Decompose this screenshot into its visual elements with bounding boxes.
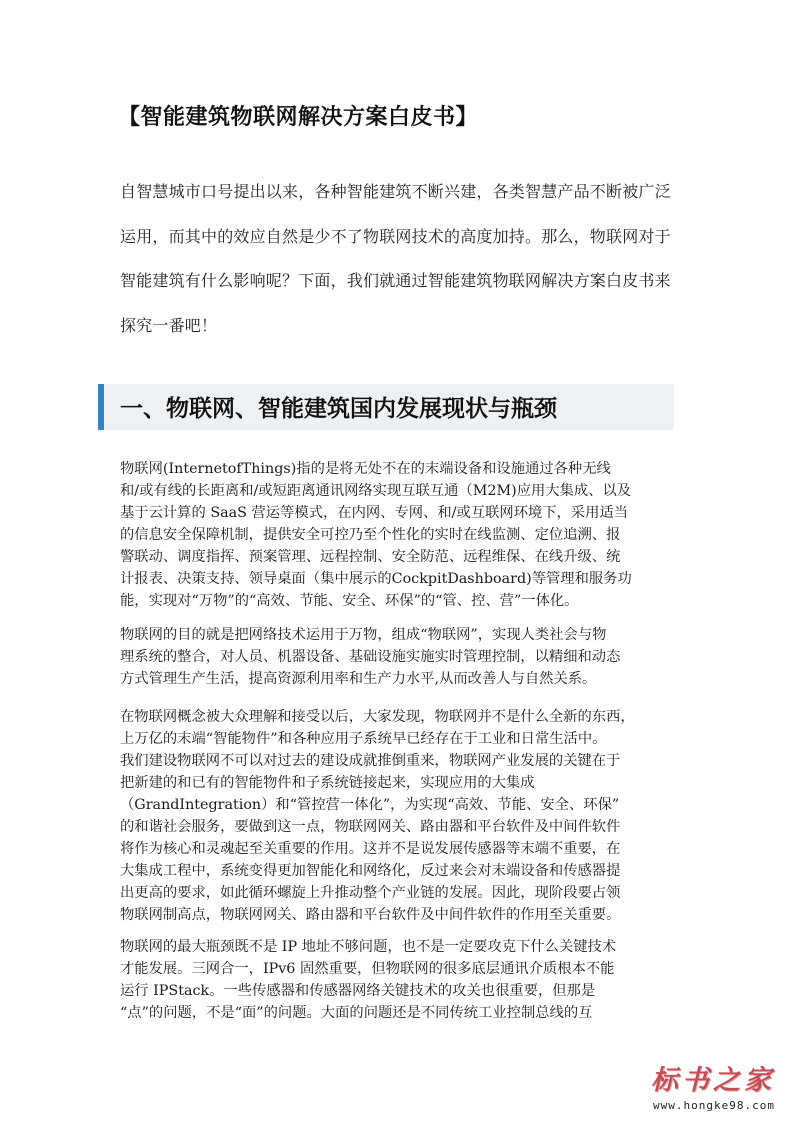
watermark xyxy=(651,1058,775,1112)
watermark-logo: 标书之家 xyxy=(651,1065,775,1096)
text-line: 理系统的整合，对人员、机器设备、基础设施实施实时管理控制，以精细和动态 xyxy=(120,649,621,665)
text-line: 警联动、调度指挥、预案管理、远程控制、安全防范、远程维保、在线升级、统 xyxy=(120,549,621,565)
body-paragraph-1 xyxy=(120,458,676,612)
text-line: 方式管理生产生活，提高资源利用率和生产力水平,从而改善人与自然关系。 xyxy=(120,671,597,687)
section-heading: 一、物联网、智能建筑国内发展现状与瓶颈 xyxy=(120,396,557,422)
text-line: 的和谐社会服务，要做到这一点，物联网网关、路由器和平台软件及中间件软件 xyxy=(120,819,621,835)
watermark-url: www.hongke98.com xyxy=(653,1099,775,1112)
text-line: （GrandIntegration）和“管控营一体化”，为实现“高效、节能、安全、环保” xyxy=(120,797,620,813)
text-line: 出更高的要求，如此循环螺旋上升推动整个产业链的发展。因此，现阶段要占领 xyxy=(120,885,621,901)
intro-paragraph: 自智慧城市口号提出以来，各种智能建筑不断兴建，各类智慧产品不断被广泛运用，而其中的效应自然是少不了物联网技术的高度加持。那么，物联网对于智能建筑有什么影响呢？下面，我们就通过智能建筑物联网解决方案白皮书来探究一番吧！ xyxy=(120,182,671,335)
text-line: 大集成工程中，系统变得更加智能化和网络化，反过来会对末端设备和传感器提 xyxy=(120,863,621,879)
text-line: “点”的问题，不是“面”的问题。大面的问题还是不同传统工业控制总线的互 xyxy=(120,1005,593,1021)
text-line: 上万亿的末端“智能物件”和各种应用子系统早已经存在于工业和日常生活中。 xyxy=(120,731,607,747)
body-paragraph-3 xyxy=(120,706,676,926)
document-title: 【智能建筑物联网解决方案白皮书】 xyxy=(118,105,479,130)
text-line: 才能发展。三网合一，IPv6 固然重要，但物联网的很多底层通讯介质根本不能 xyxy=(120,961,615,977)
text-line: 基于云计算的 SaaS 营运等模式，在内网、专网、和/或互联网环境下，采用适当 xyxy=(120,505,629,521)
body-paragraph-2 xyxy=(120,624,676,690)
text-line: 物联网的最大瓶颈既不是 IP 地址不够问题，也不是一定要攻克下什么关键技术 xyxy=(120,939,617,955)
text-line: 和/或有线的长距离和/或短距离通讯网络实现互联互通（M2M)应用大集成、以及 xyxy=(120,483,632,499)
text-line: 物联网制高点，物联网网关、路由器和平台软件及中间件软件的作用至关重要。 xyxy=(120,907,621,923)
text-line: 物联网(InternetofThings)指的是将无处不在的末端设备和设施通过各种无线 xyxy=(120,461,611,477)
text-line: 我们建设物联网不可以对过去的建设成就推倒重来，物联网产业发展的关键在于 xyxy=(120,753,621,769)
text-line: 的信息安全保障机制，提供安全可控乃至个性化的实时在线监测、定位追溯、报 xyxy=(120,527,621,543)
section-heading-bar xyxy=(98,384,674,430)
text-line: 将作为核心和灵魂起至关重要的作用。这并不是说发展传感器等末端不重要，在 xyxy=(120,841,621,857)
text-line: 运行 IPStack。一些传感器和传感器网络关键技术的攻关也很重要，但那是 xyxy=(120,983,596,999)
text-line: 能，实现对“万物”的“高效、节能、安全、环保”的“管、控、营”一体化。 xyxy=(120,593,579,609)
text-line: 把新建的和已有的智能物件和子系统链接起来，实现应用的大集成 xyxy=(120,775,535,791)
body-paragraph-4 xyxy=(120,936,676,1024)
text-line: 物联网的目的就是把网络技术运用于万物，组成“物联网”，实现人类社会与物 xyxy=(120,627,607,643)
text-line: 计报表、决策支持、领导桌面（集中展示的CockpitDashboard)等管理和服务功 xyxy=(120,571,632,587)
text-line: 在物联网概念被大众理解和接受以后，大家发现，物联网并不是什么全新的东西， xyxy=(120,709,635,725)
